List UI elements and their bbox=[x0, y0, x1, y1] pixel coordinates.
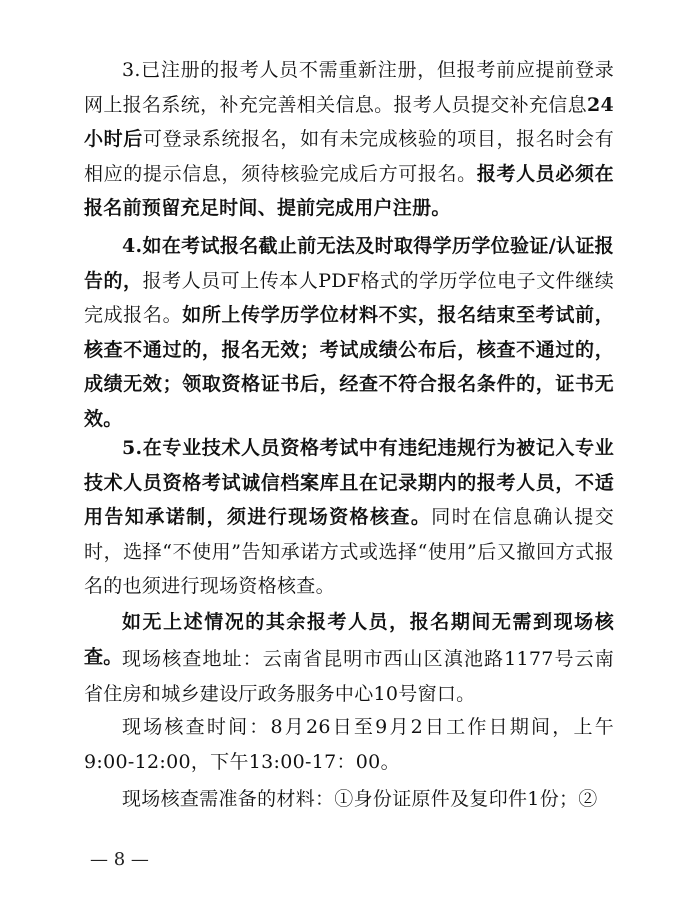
p3-bold-note: 报考人员必须在报名前预留充足时间、提前完成用户注册。 bbox=[84, 162, 614, 219]
p4-text-b: 报考人员可上传本人PDF格式的学历学位电子文件继续完成报名。 bbox=[84, 269, 615, 326]
paragraph-4 bbox=[84, 229, 614, 436]
p5-bold-a: 5.在专业技术人员资格考试中有违纪违规行为被记入专业技术人员资格考试诚信档案库且在记录期内的报考人员，不适用告知承诺制，须进行现场资格核查。 bbox=[84, 437, 614, 528]
paragraph-8 bbox=[84, 710, 614, 779]
p3-bold-hours: 24小时后 bbox=[84, 93, 614, 150]
p7-text: 现场核查地址：云南省昆明市西山区滇池路1177号云南省住房和城乡建设厅政务服务中心10号窗口。 bbox=[84, 648, 614, 705]
paragraph-3 bbox=[84, 53, 614, 226]
paragraph-5 bbox=[84, 431, 614, 604]
p3-text-c: 可登录系统报名，如有未完成核验的项目，报名时会有相应的提示信息，须待核验完成后方可报名。 bbox=[84, 128, 615, 185]
p3-text-a: 3.已注册的报考人员不需重新注册，但报考前应提前登录网上报名系统，补充完善相关信息。报考人员提交补充信息 bbox=[84, 59, 614, 116]
paragraph-9 bbox=[84, 782, 614, 817]
p4-bold-c: 如所上传学历学位材料不实，报名结束至考试前，核查不通过的，报名无效；考试成绩公布后，核查不通过的，成绩无效；领取资格证书后，经查不符合报名条件的，证书无效。 bbox=[84, 304, 614, 430]
p5-text-b: 同时在信息确认提交时，选择“不使用”告知承诺方式或选择“使用”后又撤回方式报名的也须进行现场资格核查。 bbox=[84, 506, 615, 597]
p9-text: 现场核查需准备的材料：①身份证原件及复印件1份；② bbox=[122, 788, 598, 810]
p6-text: 如无上述情况的其余报考人员，报名期间无需到现场核查。 bbox=[84, 611, 614, 668]
page-number: — 8 — bbox=[90, 849, 149, 870]
p8-text: 现场核查时间：8月26日至9月2日工作日期间，上午9:00-12:00，下午13:00-17：00。 bbox=[84, 716, 614, 773]
paragraph-7 bbox=[84, 642, 614, 711]
p4-bold-a: 4.如在考试报名截止前无法及时取得学历学位验证/认证报告的， bbox=[84, 235, 614, 292]
